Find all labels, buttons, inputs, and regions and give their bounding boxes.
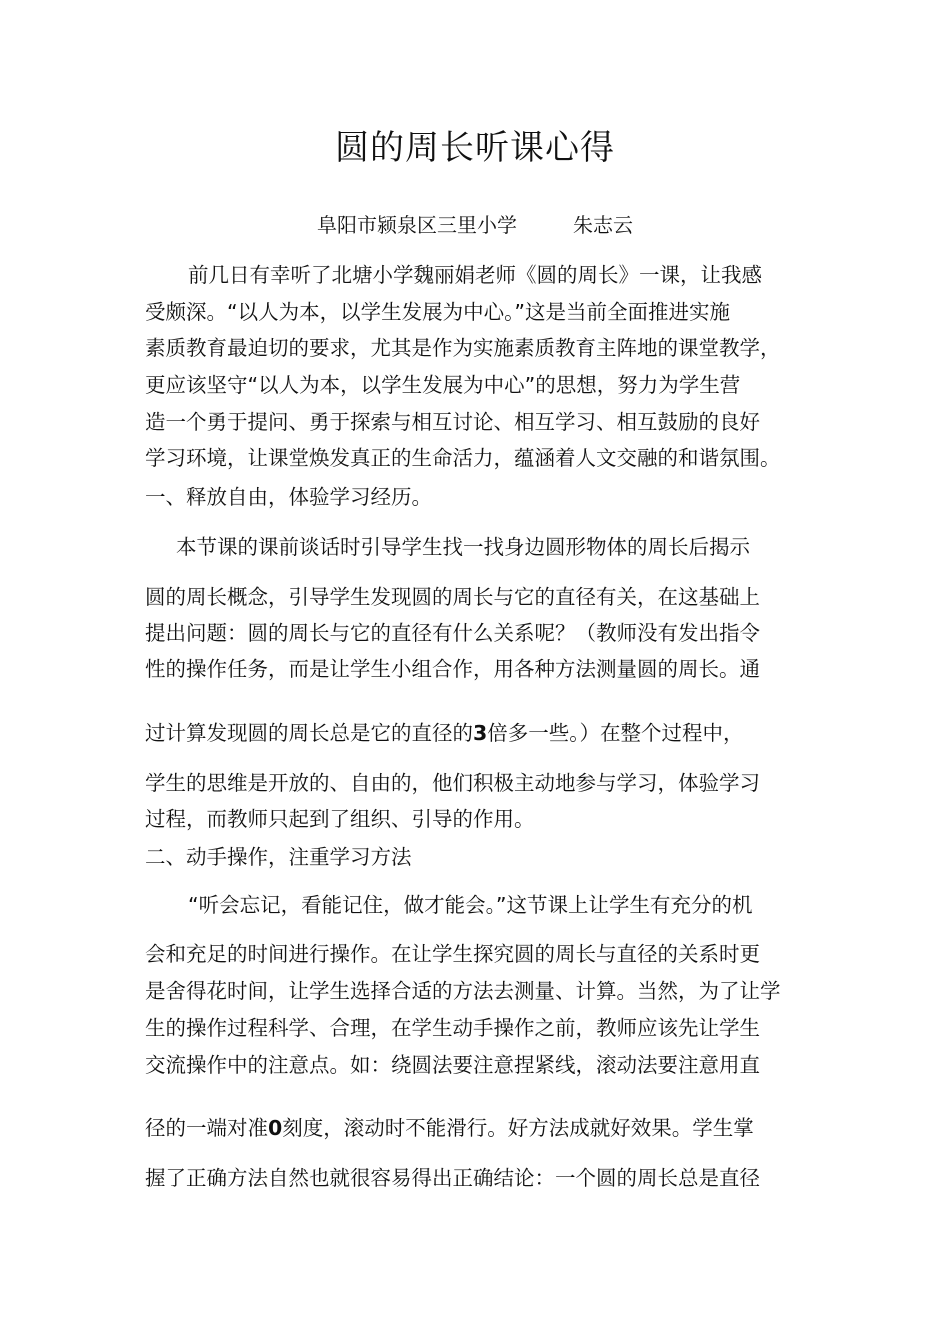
number-zero: 0 bbox=[268, 1116, 283, 1140]
text-line: 学生的思维是开放的、自由的，他们积极主动地参与学习，体验学习 bbox=[145, 771, 760, 795]
text-line: 更应该坚守“以人为本，以学生发展为中心”的思想，努力为学生营 bbox=[145, 373, 741, 397]
school-name: 阜阳市颍泉区三里小学 bbox=[317, 213, 517, 237]
section-heading: 二、动手操作，注重学习方法 bbox=[145, 845, 412, 869]
section-heading: 一、释放自由，体验学习经历。 bbox=[145, 485, 432, 509]
number-three: 3 bbox=[473, 721, 488, 745]
text-line: “听会忘记，看能记住，做才能会。”这节课上让学生有充分的机 bbox=[188, 893, 753, 917]
text-line: 生的操作过程科学、合理，在学生动手操作之前，教师应该先让学生 bbox=[145, 1016, 760, 1040]
author-name: 朱志云 bbox=[573, 213, 633, 237]
text-line: 握了正确方法自然也就很容易得出正确结论：一个圆的周长总是直径 bbox=[145, 1166, 760, 1190]
text-line: 本节课的课前谈话时引导学生找一找身边圆形物体的周长后揭示 bbox=[176, 535, 750, 559]
text-line: 学习环境，让课堂焕发真正的生命活力，蕴涵着人文交融的和谐氛围。 bbox=[145, 446, 781, 470]
text-segment: 刻度，滚动时不能滑行。好方法成就好效果。学生掌 bbox=[282, 1116, 754, 1140]
text-line: 提出问题：圆的周长与它的直径有什么关系呢？（教师没有发出指令 bbox=[145, 621, 760, 645]
text-line bbox=[145, 719, 744, 747]
text-segment: 过计算发现圆的周长总是它的直径的 bbox=[145, 721, 473, 745]
text-line: 是舍得花时间，让学生选择合适的方法去测量、计算。当然，为了让学 bbox=[145, 979, 781, 1003]
text-segment: 倍多一些。）在整个过程中， bbox=[487, 721, 744, 745]
byline bbox=[0, 210, 950, 240]
text-line: 会和充足的时间进行操作。在让学生探究圆的周长与直径的关系时更 bbox=[145, 942, 760, 966]
text-line: 过程，而教师只起到了组织、引导的作用。 bbox=[145, 807, 535, 831]
text-segment: 径的一端对准 bbox=[145, 1116, 268, 1140]
text-line: 性的操作任务，而是让学生小组合作，用各种方法测量圆的周长。通 bbox=[145, 657, 760, 681]
text-line: 素质教育最迫切的要求，尤其是作为实施素质教育主阵地的课堂教学， bbox=[145, 336, 781, 360]
text-line: 前几日有幸听了北塘小学魏丽娟老师《圆的周长》一课，让我感 bbox=[188, 263, 762, 287]
document-title: 圆的周长听课心得 bbox=[335, 128, 615, 168]
text-line bbox=[145, 1114, 754, 1142]
text-line: 圆的周长概念，引导学生发现圆的周长与它的直径有关，在这基础上 bbox=[145, 585, 760, 609]
text-line: 交流操作中的注意点。如：绕圆法要注意捏紧线，滚动法要注意用直 bbox=[145, 1053, 760, 1077]
text-line: 造一个勇于提问、勇于探索与相互讨论、相互学习、相互鼓励的良好 bbox=[145, 410, 760, 434]
text-line: 受颇深。“以人为本，以学生发展为中心。”这是当前全面推进实施 bbox=[145, 300, 730, 324]
